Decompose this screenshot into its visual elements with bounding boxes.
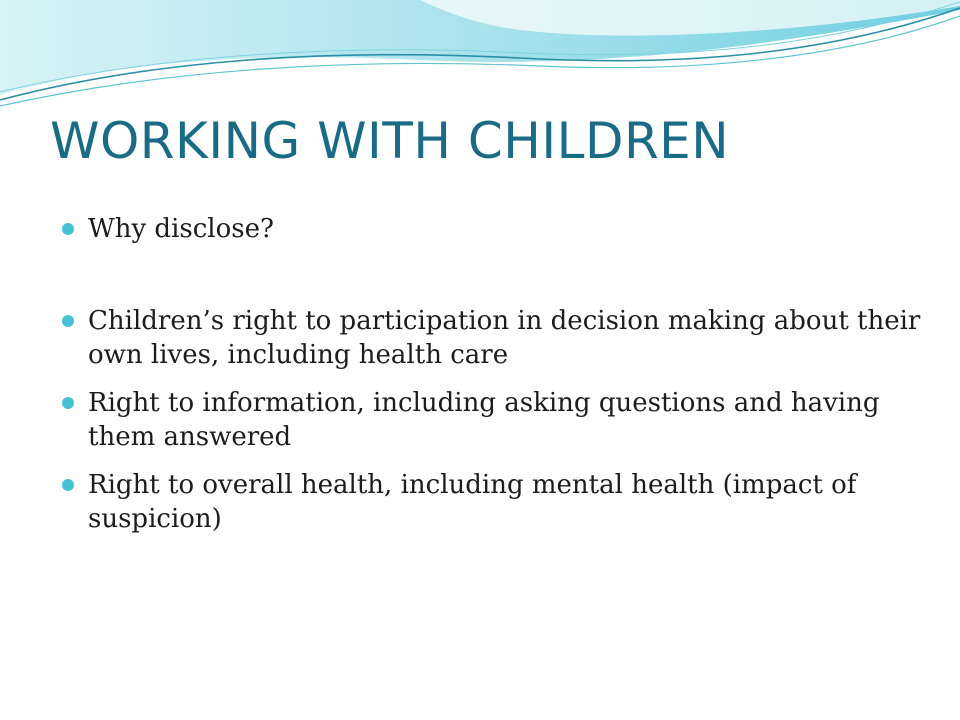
bullet-item	[62, 304, 922, 372]
bullet-list	[62, 212, 922, 536]
bullet-text: Children’s right to participation in decision making about their own lives, including health care	[88, 306, 921, 370]
bullet-dot-icon	[62, 397, 74, 409]
bullet-text: Right to overall health, including mental health (impact of suspicion)	[88, 470, 857, 534]
decorative-wave-banner	[0, 0, 960, 120]
bullet-dot-icon	[62, 315, 74, 327]
slide-title: WORKING WITH CHILDREN	[50, 112, 730, 170]
bullet-item	[62, 386, 922, 454]
bullet-dot-icon	[62, 223, 74, 235]
bullet-text: Why disclose?	[88, 214, 274, 244]
bullet-item	[62, 212, 922, 246]
bullet-dot-icon	[62, 479, 74, 491]
bullet-item	[62, 468, 922, 536]
bullet-text: Right to information, including asking questions and having them answered	[88, 388, 880, 452]
